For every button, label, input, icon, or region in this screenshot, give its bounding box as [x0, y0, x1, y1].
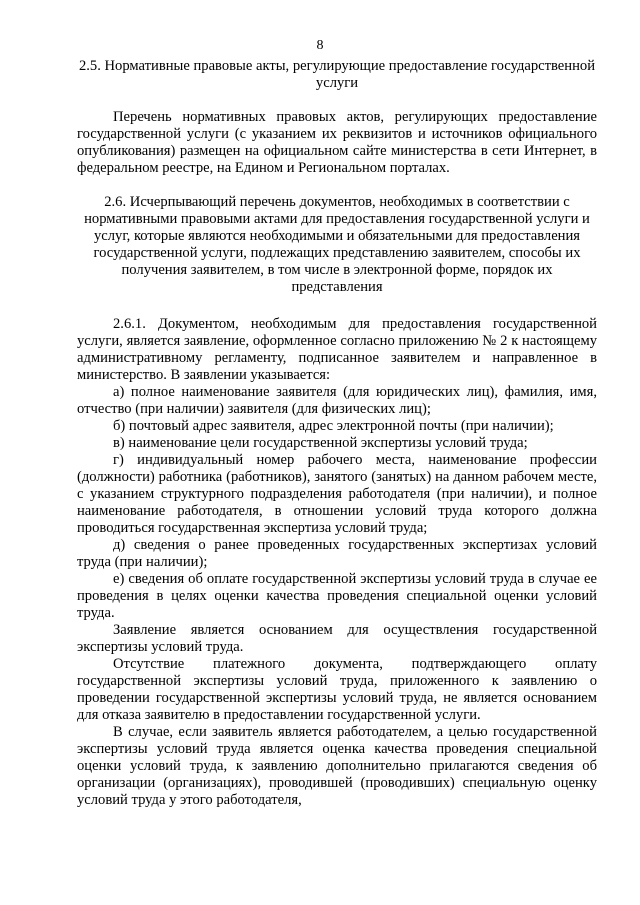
spacer [77, 177, 597, 194]
list-item-v: в) наименование цели государственной экспертизы условий труда; [113, 435, 528, 451]
page-content [77, 58, 597, 809]
list-item-e: е) сведения об оплате государственной экспертизы условий труда в случае ее проведения в целях оценки качества проведения специальной оценки условий труда. [77, 571, 597, 621]
paragraph-application-basis: Заявление является основанием для осуществления государственной экспертизы условий труда. [77, 622, 597, 655]
paragraph-2-6-1: 2.6.1. Документом, необходимым для предоставления государственной услуги, является заявление, оформленное согласно приложению № 2 к настоящему административному регламенту, подписанное заявителем и направленное в министерство. В заявлении указывается: [77, 316, 597, 383]
spacer [77, 92, 597, 109]
section-2-5-paragraph: Перечень нормативных правовых актов, регулирующих предоставление государственной услуги (с указанием их реквизитов и источников официального опубликования) размещен на официальном сайте министерства в сети Интернет, в федеральном реестре, на Едином и Региональном порталах. [77, 109, 597, 176]
section-2-6-heading: 2.6. Исчерпывающий перечень документов, необходимых в соответствии с нормативными правовыми актами для предоставления государственной услуги и услуг, которые являются необходимыми и обязательными для предоставления государственной услуги, подлежащих представлению заявителем, способы их получения заявителем, в том числе в электронной форме, порядок их представления [84, 194, 590, 295]
list-item-a: а) полное наименование заявителя (для юридических лиц), фамилия, имя, отчество (при наличии) заявителя (для физических лиц); [77, 384, 597, 417]
list-item-g: г) индивидуальный номер рабочего места, наименование профессии (должности) работника (работников), занятого (занятых) на данном рабочем месте, с указанием структурного подразделения работодателя (при наличии), и полное наименование работодателя, в отношении условий труда которого должна проводиться государственная экспертиза условий труда; [77, 452, 597, 536]
spacer [77, 296, 597, 316]
list-item-d: д) сведения о ранее проведенных государственных экспертизах условий труда (при наличии); [77, 537, 597, 570]
paragraph-payment-document: Отсутствие платежного документа, подтверждающего оплату государственной экспертизы условий труда, приложенного к заявлению о проведении государственной экспертизы условий труда, не является основанием для отказа заявителю в предоставлении государственной услуги. [77, 656, 597, 723]
page-number: 8 [316, 38, 324, 53]
paragraph-employer-case: В случае, если заявитель является работодателем, а целью государственной экспертизы условий труда является оценка качества проведения специальной оценки условий труда, к заявлению дополнительно прилагаются сведения об организации (организациях), проводившей (проводивших) специальную оценку условий труда у этого работодателя, [77, 724, 597, 808]
list-item-b: б) почтовый адрес заявителя, адрес электронной почты (при наличии); [113, 418, 554, 434]
section-2-5-heading: 2.5. Нормативные правовые акты, регулирующие предоставление государственной услуги [78, 58, 596, 91]
